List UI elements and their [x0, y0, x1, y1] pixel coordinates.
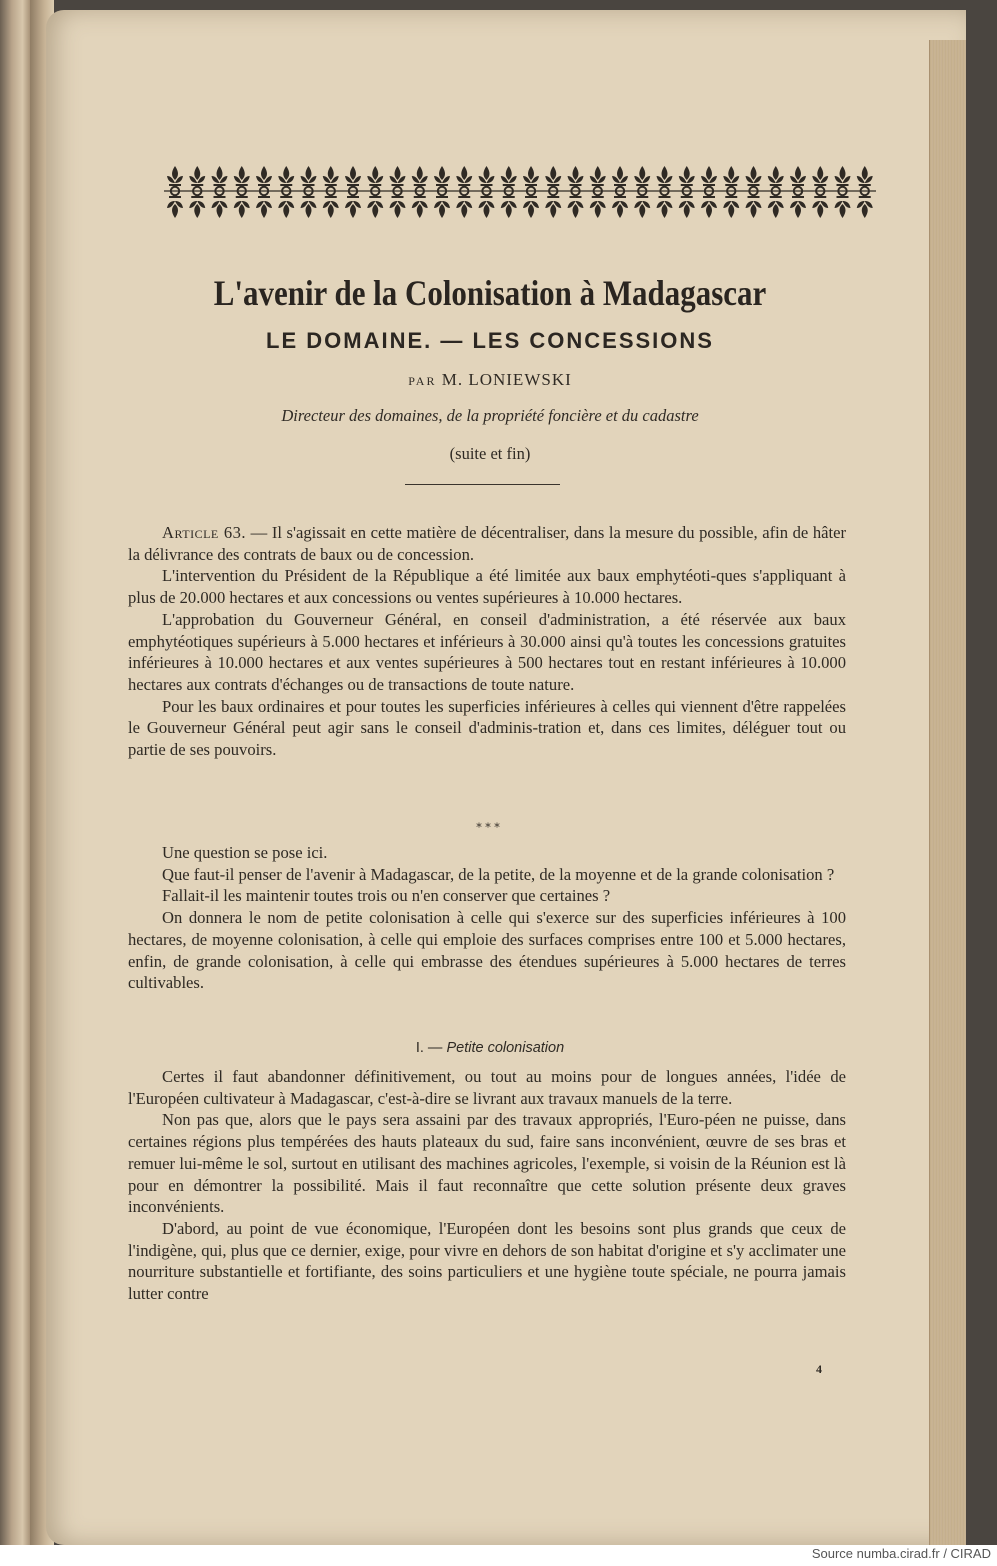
- fleuron-ornament: [679, 166, 695, 218]
- left-page-edge: [0, 0, 30, 1545]
- signature-mark: 4: [816, 1362, 822, 1376]
- article-63-block: [128, 522, 846, 761]
- fleuron-ornament: [345, 166, 361, 218]
- paragraph: Fallait-il les maintenir toutes trois ou n'en conserver que certaines ?: [162, 886, 611, 906]
- article-title: L'avenir de la Colonisation à Madagascar: [213, 273, 767, 313]
- fleuron-ornament: [390, 166, 406, 218]
- fleuron-ornament: [612, 166, 628, 218]
- fleuron-ornament: [256, 166, 272, 218]
- paragraph: [128, 522, 846, 565]
- fleuron-ornament: [657, 166, 673, 218]
- paragraph: Non pas que, alors que le pays sera assaini par des travaux appropriés, l'Euro-péen ne puisse, dans certaines régions plus tempérées des hauts plateaux du sud, faire sans inconvénient, œuvre de ses bras et remuer lui-même le sol, surtout en utilisant des machines agricoles, l'exemple, si voisin de la Réunion est là pour en démontrer la possibilité. Mais il faut reconnaître que cette solution présente deux graves inconvénients.: [128, 1110, 846, 1217]
- paragraph: Une question se pose ici.: [162, 843, 328, 862]
- question-block: [128, 842, 846, 994]
- section-number: I. —: [415, 1040, 443, 1056]
- fleuron-ornament: [590, 166, 606, 218]
- paragraph: D'abord, au point de vue économique, l'Européen dont les besoins sont plus grands que ceux de l'indigène, qui, plus que ce dernier, exige, pour vivre en dehors de son habitat d'origine et s'y acclimater une nourriture substantielle et fortifiante, des soins particuliers et une hygiène toute spéciale, ne pourra jamais lutter contre: [128, 1218, 846, 1304]
- fleuron-ornament: [278, 166, 294, 218]
- section-title: Petite colonisation: [446, 1040, 565, 1056]
- fleuron-ornament: [835, 166, 851, 218]
- fleuron-ornament: [234, 166, 250, 218]
- fleuron-ornament: [790, 166, 806, 218]
- paragraph: L'intervention du Président de la République a été limitée aux baux emphytéoti-ques s'appliquant à plus de 20.000 hectares et aux concessions ou ventes supérieures à 10.000 hectares.: [128, 566, 846, 608]
- source-credit: Source numba.cirad.fr / CIRAD: [811, 1546, 991, 1561]
- fleuron-ornament: [701, 166, 717, 218]
- fleuron-ornament: [723, 166, 739, 218]
- fleuron-ornament: [412, 166, 428, 218]
- fleuron-ornament: [501, 166, 517, 218]
- fleuron-ornament: [545, 166, 561, 218]
- divider-rule: [405, 484, 560, 485]
- paragraph: Que faut-il penser de l'avenir à Madagascar, de la petite, de la moyenne et de la grande colonisation ?: [162, 864, 835, 884]
- fleuron-ornament: [212, 166, 228, 218]
- paragraph: On donnera le nom de petite colonisation à celle qui s'exerce sur des superficies inférieures à 100 hectares, de moyenne colonisation, à celle qui emploie des surfaces comprises entre 100 et 5.000 hectares, enfin, de grande colonisation, à celle qui embrasse des étendues supérieures à 5.000 hectares de terres cultivables.: [128, 908, 846, 993]
- fleuron-ornament: [523, 166, 539, 218]
- fleuron-ornament: [167, 166, 183, 218]
- page-stack-edge: [929, 40, 966, 1545]
- fleuron-ornament: [812, 166, 828, 218]
- fleuron-ornament: [746, 166, 762, 218]
- fleuron-ornament: [568, 166, 584, 218]
- article-lead: Article 63.: [162, 523, 247, 542]
- section-heading: [128, 1040, 852, 1056]
- byline-prefix: PAR: [408, 374, 437, 388]
- petite-colonisation-block: [128, 1066, 846, 1305]
- fleuron-ornament: [479, 166, 495, 218]
- fleuron-ornament: [434, 166, 450, 218]
- author-affiliation: Directeur des domaines, de la propriété foncière et du cadastre: [281, 406, 699, 425]
- fleuron-ornament: [189, 166, 205, 218]
- fleuron-ornament: [768, 166, 784, 218]
- ornamental-header-band: [164, 162, 876, 220]
- byline: [128, 370, 852, 390]
- fleuron-ornament: [301, 166, 317, 218]
- asterism: * * *: [476, 821, 500, 834]
- paragraph: Pour les baux ordinaires et pour toutes les superficies inférieures à celles qui viennent d'être rappelées le Gouverneur Général peut agir sans le conseil d'adminis-tration et, dans ces limites, déléguer tout ou partie de ses pouvoirs.: [128, 696, 846, 760]
- page: [46, 10, 966, 1545]
- continuation-note: (suite et fin): [449, 444, 531, 463]
- fleuron-ornament: [367, 166, 383, 218]
- fleuron-ornament: [634, 166, 650, 218]
- paragraph: Certes il faut abandonner définitivement, ou tout au moins pour de longues années, l'idée de l'Européen cultivateur à Madagascar, c'est-à-dire se livrant aux travaux manuels de la terre.: [128, 1067, 846, 1108]
- paragraph-text: — Il s'agissait en cette matière de décentraliser, dans la mesure du possible, afin de hâter la délivrance des contrats de baux ou de concession.: [128, 523, 846, 564]
- fleuron-ornament: [857, 166, 873, 218]
- fleuron-ornament: [456, 166, 472, 218]
- paragraph: L'approbation du Gouverneur Général, en conseil d'administration, a été réservée aux baux emphytéotiques supérieurs à 5.000 hectares et inférieurs à 30.000 ainsi qu'à toutes les concessions gratuites inférieures à 10.000 hectares et aux ventes supérieures à 500 hectares tout en restant inférieures à 10.000 hectares aux contrats d'échanges ou de transactions de toute nature.: [128, 609, 846, 694]
- article-subtitle: LE DOMAINE. — LES CONCESSIONS: [266, 328, 714, 353]
- fleuron-ornament: [323, 166, 339, 218]
- author-name: M. LONIEWSKI: [441, 370, 572, 389]
